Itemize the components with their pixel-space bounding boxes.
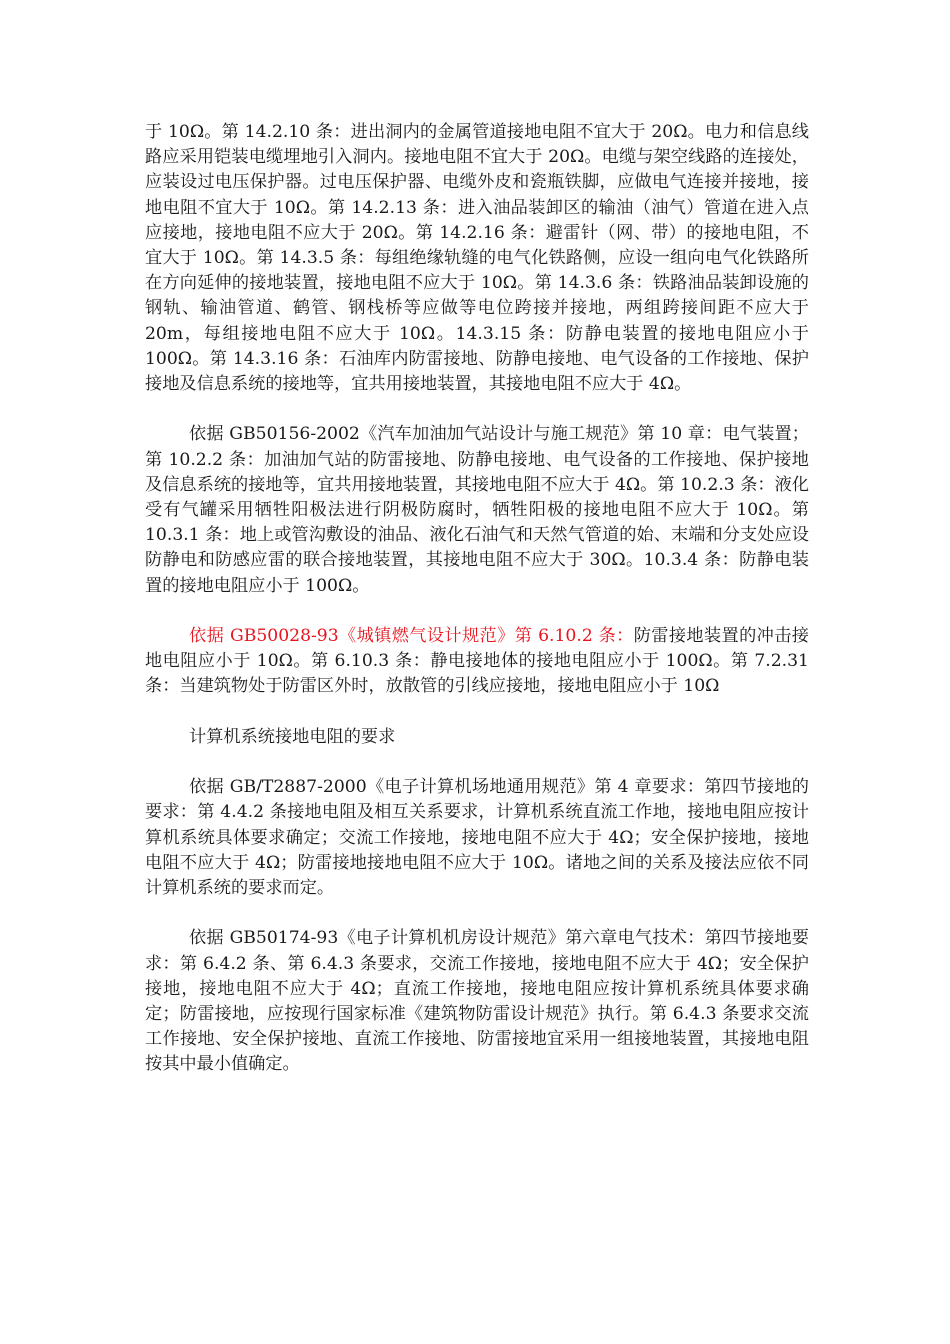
document-page — [145, 120, 809, 1103]
paragraph-gb50156: 依据 GB50156-2002《汽车加油加气站设计与施工规范》第 10 章：电气装置；第 10.2.2 条：加油加气站的防雷接地、防静电接地、电气设备的工作接地、保护接地及信息系统的接地等，宜共用接地装置，其接地电阻不应大于 4Ω。第 10.2.3 条：液化受有气罐采用牺牲阳极法进行阴极防腐时，牺牲阳极的接地电阻不应大于 10Ω。第 10.3.1 条：地上或管沟敷设的油品、液化石油气和天然气管道的始、末端和分支处应设防静电和防感应雷的联合接地装置，其接地电阻不应大于 30Ω。10.3.4 条：防静电装置的接地电阻应小于 100Ω。 — [145, 424, 809, 596]
paragraph-gb50174: 依据 GB50174-93《电子计算机机房设计规范》第六章电气技术：第四节接地要求：第 6.4.2 条、第 6.4.3 条要求，交流工作接地，接地电阻不应大于 4Ω；安全保护接地，接地电阻不应大于 4Ω；直流工作接地，接地电阻应按计算机系统具体要求确定；防雷接地，应按现行国家标准《建筑物防雷设计规范》执行。第 6.4.3 条要求交流工作接地、安全保护接地、直流工作接地、防雷接地宜采用一组接地装置，其接地电阻按其中最小值确定。 — [145, 928, 809, 1075]
paragraph-gbt2887: 依据 GB/T2887-2000《电子计算机场地通用规范》第 4 章要求：第四节接地的要求：第 4.4.2 条接地电阻及相互关系要求，计算机系统直流工作地，接地电阻应按计算机系统具体要求确定；交流工作接地，接地电阻不应大于 4Ω；安全保护接地，接地电阻不应大于 4Ω；防雷接地接地电阻不应大于 10Ω。诸地之间的关系及接法应依不同计算机系统的要求而定。 — [145, 777, 809, 899]
highlighted-citation: 依据 GB50028-93《城镇燃气设计规范》第 6.10.2 条： — [189, 626, 634, 647]
paragraph-gb50028 — [145, 624, 809, 700]
paragraph-continuation: 于 10Ω。第 14.2.10 条：进出洞内的金属管道接地电阻不宜大于 20Ω。电力和信息线路应采用铠装电缆埋地引入洞内。接地电阻不宜大于 20Ω。电缆与架空线路的连接处，应装设过电压保护器。过电压保护器、电缆外皮和瓷瓶铁脚，应做电气连接并接地，接地电阻不宜大于 10Ω。第 14.2.13 条：进入油品装卸区的输油（油气）管道在进入点应接地，接地电阻不应大于 20Ω。第 14.2.16 条：避雷针（网、带）的接地电阻，不宜大于 10Ω。第 14.3.5 条：每组绝缘轨缝的电气化铁路侧，应设一组向电气化铁路所在方向延伸的接地装置，接地电阻不应大于 10Ω。第 14.3.6 条：铁路油品装卸设施的钢轨、输油管道、鹤管、钢栈桥等应做等电位跨接并接地，两组跨接间距不应大于 20m，每组接地电阻不应大于 10Ω。14.3.15 条：防静电装置的接地电阻应小于 100Ω。第 14.3.16 条：石油库内防雷接地、防静电接地、电气设备的工作接地、保护接地及信息系统的接地等，宜共用接地装置，其接地电阻不应大于 4Ω。 — [145, 122, 809, 395]
section-heading: 计算机系统接地电阻的要求 — [189, 726, 396, 747]
paragraph-gb50028-body: 防雷接地装置的冲击接地电阻应小于 10Ω。第 6.10.3 条：静电接地体的接地电阻应小于 100Ω。第 7.2.31 条：当建筑物处于防雷区外时，放散管的引线应接地，接地电阻应小于 10Ω — [145, 626, 809, 697]
